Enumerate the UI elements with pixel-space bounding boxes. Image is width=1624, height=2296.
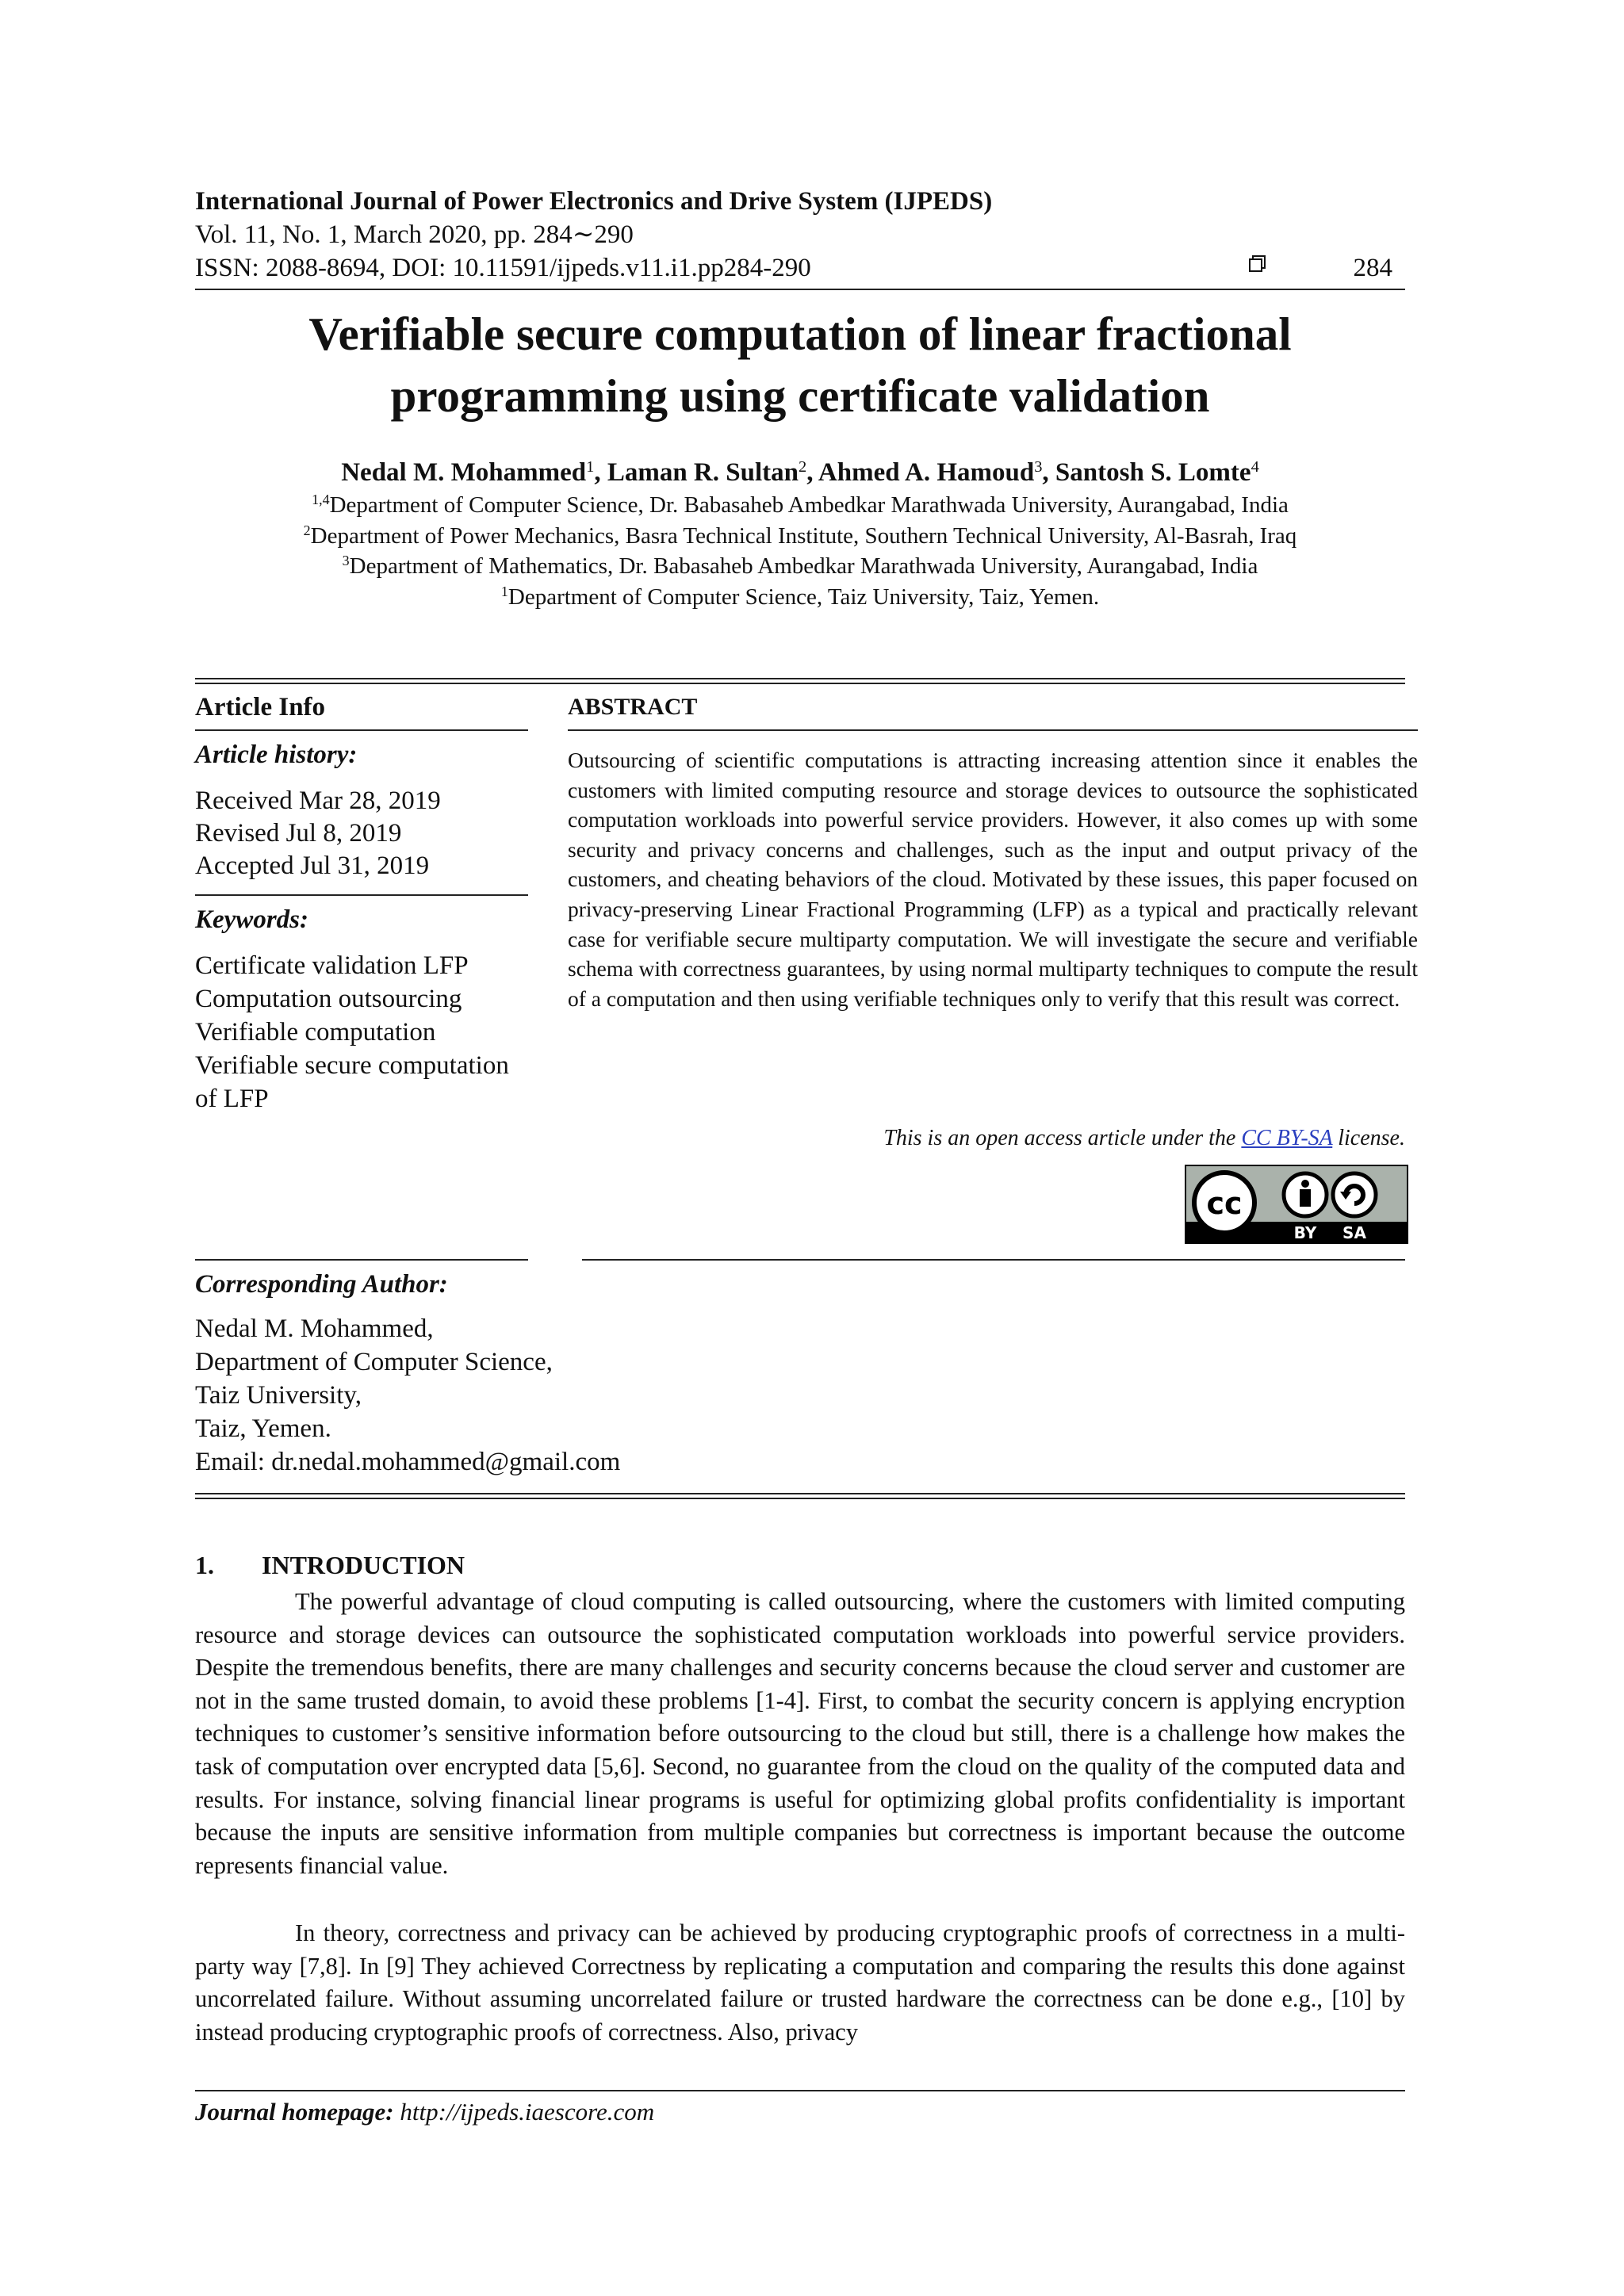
info-top-rule <box>195 678 1405 679</box>
title-line-2: programming using certificate validation <box>390 369 1210 422</box>
share-alike-icon <box>1333 1173 1376 1216</box>
abstract-heading: ABSTRACT <box>568 694 698 720</box>
keyword: Certificate validation LFP <box>195 951 469 980</box>
keywords-heading: Keywords: <box>195 905 308 934</box>
affiliation-sup: 1 <box>500 583 508 599</box>
journal-volume: Vol. 11, No. 1, March 2020, pp. 284∼290 <box>195 220 634 249</box>
corresponding-line: Department of Computer Science, <box>195 1348 553 1376</box>
affiliation-text: Department of Computer Science, Taiz University, Taiz, Yemen. <box>508 584 1100 610</box>
journal-homepage <box>195 2098 654 2126</box>
affiliation-text: Department of Mathematics, Dr. Babasaheb Ambedkar Marathwada University, Aurangabad, India <box>349 553 1258 579</box>
info-bottom-rule <box>195 1493 1405 1494</box>
author-sup: 1 <box>586 457 595 476</box>
affiliation-text: Department of Power Mechanics, Basra Technical Institute, Southern Technical University, Al-Basrah, Iraq <box>310 522 1297 549</box>
keyword: Verifiable computation <box>195 1018 436 1047</box>
affiliation-sup: 1,4 <box>312 492 330 508</box>
info-bottom-rule-2 <box>195 1498 1405 1499</box>
corresponding-line: Taiz University, <box>195 1381 362 1410</box>
history-revised: Revised Jul 8, 2019 <box>195 819 402 848</box>
author-list: Nedal M. Mohammed$^1$, Laman R. Sultan$^2$, Ahmed A. Hamoud$^3$, Santosh S. Lomte$^4$ <box>341 457 1259 487</box>
footer-rule <box>195 2090 1405 2091</box>
author: Santosh S. Lomte <box>1055 458 1251 487</box>
corresponding-left-rule <box>195 1259 528 1261</box>
affiliation-sup: 3 <box>342 553 350 569</box>
history-accepted: Accepted Jul 31, 2019 <box>195 851 430 880</box>
corresponding-line: Taiz, Yemen. <box>195 1414 331 1443</box>
section-number: 1. <box>195 1551 214 1579</box>
affiliation <box>195 490 1405 521</box>
keyword: Computation outsourcing <box>195 985 462 1013</box>
license-prefix: This is an open access article under the <box>883 1126 1242 1150</box>
license-line <box>568 1126 1405 1151</box>
page-number: 284 <box>1353 254 1392 282</box>
author-sup: 4 <box>1251 457 1259 476</box>
license-suffix: license. <box>1332 1126 1405 1150</box>
journal-name: International Journal of Power Electronics and Drive System (IJPEDS) <box>195 187 993 216</box>
section-heading: INTRODUCTION <box>262 1551 465 1579</box>
paper-title <box>195 303 1405 427</box>
history-heading: Article history: <box>195 740 358 769</box>
homepage-label: Journal homepage: <box>195 2098 394 2126</box>
author: Laman R. Sultan <box>607 458 799 487</box>
header-rule <box>195 289 1405 290</box>
author: Nedal M. Mohammed <box>341 458 587 487</box>
keyword: of LFP <box>195 1085 269 1113</box>
sa-label: SA <box>1342 1223 1366 1242</box>
affiliation <box>195 582 1405 613</box>
title-line-1: Verifiable secure computation of linear fractional <box>308 308 1292 360</box>
history-received: Received Mar 28, 2019 <box>195 786 441 815</box>
affiliation <box>195 521 1405 552</box>
author-sup: 2 <box>798 457 807 476</box>
cc-logo-text: cc <box>1206 1186 1243 1221</box>
by-label: BY <box>1293 1223 1317 1242</box>
corresponding-line: Nedal M. Mohammed, <box>195 1314 434 1343</box>
affiliation <box>195 551 1405 582</box>
corresponding-right-rule <box>582 1259 1405 1261</box>
affiliation-list <box>195 490 1405 612</box>
homepage-url[interactable]: http://ijpeds.iaescore.com <box>400 2098 655 2126</box>
intro-paragraph-2: In theory, correctness and privacy can be achieved by producing cryptographic proofs of correctness in a multi-party way [7,8]. In [9] They achieved Correctness by replicating a computation and comparing the results this done against uncorrelated failure. Without assuming uncorrelated failure or trusted hardware the correctness can be done e.g., [10] by instead producing cryptographic proofs of correctness. Also, privacy <box>195 1919 1405 2045</box>
author-sup: 3 <box>1034 457 1043 476</box>
abstract-rule <box>568 729 1418 731</box>
keywords-rule <box>195 894 528 896</box>
article-info-heading: Article Info <box>195 693 326 721</box>
cc-by-sa-badge <box>1185 1165 1408 1244</box>
corresponding-heading: Corresponding Author: <box>195 1270 448 1299</box>
affiliation-sup: 2 <box>303 522 311 538</box>
info-top-rule-2 <box>195 683 1405 684</box>
affiliation-text: Department of Computer Science, Dr. Babasaheb Ambedkar Marathwada University, Aurangabad, India <box>329 492 1289 518</box>
author: Ahmed A. Hamoud <box>818 458 1035 487</box>
abstract-text: Outsourcing of scientific computations is attracting increasing attention since it enables the customers with limited computing resource and storage devices to outsource the sophisticated computation workloads into powerful service providers. However, it also comes up with some security and privacy concerns and challenges, such as the input and output privacy of the customers, and cheating behaviors of the cloud. Motivated by these issues, this paper focused on privacy-preserving Linear Fractional Programming (LFP) as a typical and practically relevant case for verifiable secure multiparty computation. We will investigate the secure and verifiable schema with correctness guarantees, by using normal multiparty techniques to compute the result of a computation and then using verifiable techniques only to verify that this result was correct. <box>568 748 1418 1011</box>
license-link[interactable]: CC BY-SA <box>1241 1126 1333 1150</box>
keyword: Verifiable secure computation <box>195 1051 509 1080</box>
corresponding-email: Email: dr.nedal.mohammed@gmail.com <box>195 1448 621 1476</box>
square-icon <box>1248 255 1267 274</box>
intro-paragraph-1: The powerful advantage of cloud computing is called outsourcing, where the customers with limited computing resource and storage devices can outsource the sophisticated computation workloads into powerful service providers. Despite the tremendous benefits, there are many challenges and security concerns because the cloud server and customer are not in the same trusted domain, to avoid these problems [1-4]. First, to combat the security concern is applying encryption techniques to customer’s sensitive information before outsourcing to the cloud but still, there is a challenge how makes the task of computation over encrypted data [5,6]. Second, no guarantee from the cloud on the quality of the computed data and results. For instance, solving financial linear programs is useful for optimizing global profits confidentiality is important because the inputs are sensitive information from multiple companies but correctness is important because the outcome represents financial value. <box>195 1588 1405 1879</box>
article-info-rule <box>195 729 528 731</box>
journal-issn-doi: ISSN: 2088-8694, DOI: 10.11591/ijpeds.v11.i1.pp284-290 <box>195 254 811 282</box>
